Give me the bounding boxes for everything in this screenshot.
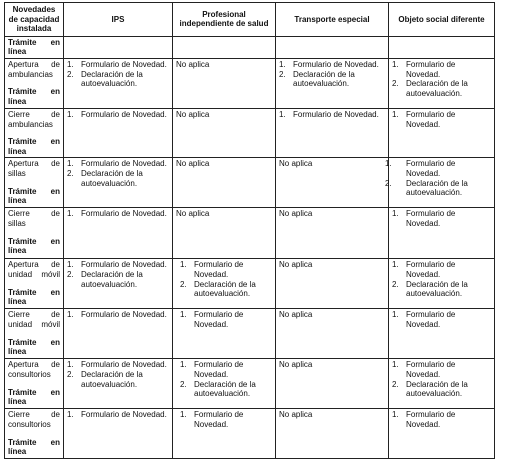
profesional-cell (173, 158, 276, 208)
requirement-item (67, 310, 169, 320)
table-row (5, 259, 495, 309)
item-text: Declaración de la autoevaluación. (81, 69, 143, 89)
item-number: 1. (392, 109, 399, 119)
row-label-cell (5, 309, 64, 359)
novedad-label: Apertura de unidad móvil (8, 260, 60, 279)
novedad-label: Apertura de consultorios (8, 360, 60, 379)
table-row (5, 108, 495, 157)
requirement-item (67, 209, 169, 219)
no-aplica-text: No aplica (279, 310, 313, 320)
no-aplica-text: No aplica (279, 410, 313, 420)
header-ips: IPS (64, 3, 173, 37)
item-number: 2. (180, 279, 187, 289)
profesional-cell (173, 259, 276, 309)
item-number: 1. (67, 209, 74, 219)
tramite-label: Trámite en línea (8, 337, 60, 357)
no-aplica-text: No aplica (279, 159, 313, 169)
requirement-item (67, 410, 169, 420)
profesional-cell (173, 208, 276, 259)
header-row (5, 3, 495, 37)
requirement-item (279, 60, 385, 70)
requirement-item (67, 260, 169, 270)
requirement-item (279, 70, 385, 89)
table-row (5, 208, 495, 259)
requirement-item (180, 410, 272, 429)
novedad-label: Apertura de sillas (8, 159, 60, 178)
row-label-cell (5, 259, 64, 309)
requirement-item (392, 79, 491, 98)
requirement-item (67, 110, 169, 120)
requirement-item (385, 159, 491, 178)
requirement-item (180, 360, 272, 379)
profesional-cell (173, 409, 276, 458)
requirement-item (392, 360, 491, 379)
requirement-item (67, 70, 169, 89)
item-number: 2. (279, 69, 286, 79)
item-text: Formulario de Novedad. (81, 410, 167, 420)
item-text: Formulario de Novedad. (293, 109, 379, 119)
requirement-item (392, 410, 491, 429)
no-aplica-text: No aplica (176, 209, 210, 219)
header-objeto-social: Objeto social diferente (389, 3, 495, 37)
novedad-label: Cierre de consultorios (8, 410, 60, 429)
item-text: Declaración de la autoevaluación. (194, 279, 256, 299)
header-profesional: Profesional independiente de salud (173, 3, 276, 37)
requirement-item (392, 380, 491, 399)
item-number: 1. (180, 260, 187, 270)
item-text: Formulario de Novedad. (194, 310, 244, 329)
item-number: 1. (67, 109, 74, 119)
transporte-cell (276, 158, 389, 208)
objeto-social-cell (389, 208, 495, 259)
novedad-label: Cierre de ambulancias (8, 109, 60, 129)
requirement-item (279, 110, 385, 120)
row-label-cell (5, 409, 64, 458)
requirement-item (180, 310, 272, 329)
item-number: 2. (67, 369, 74, 379)
table-row (5, 409, 495, 458)
item-number: 1. (67, 410, 74, 420)
tramite-label: Trámite en línea (8, 37, 60, 57)
tramite-label: Trámite en línea (8, 137, 60, 156)
transporte-cell (276, 58, 389, 108)
tramite-label: Trámite en línea (8, 186, 60, 206)
requirement-item (392, 110, 491, 129)
novedad-label: Cierre de unidad móvil (8, 310, 60, 329)
transporte-cell (276, 259, 389, 309)
item-number: 1. (392, 260, 399, 270)
requirement-item (392, 209, 491, 228)
item-number: 2. (392, 379, 399, 389)
row-label-cell (5, 208, 64, 259)
requirement-item (180, 260, 272, 279)
no-aplica-text: No aplica (176, 59, 210, 69)
objeto-social-cell (389, 108, 495, 157)
item-number: 1. (279, 109, 286, 119)
tramite-label: Trámite en línea (8, 87, 60, 106)
item-text: Declaración de la autoevaluación. (81, 168, 143, 188)
header-novedades: Novedades de capacidad instalada (5, 3, 64, 37)
requirement-item (385, 179, 491, 198)
objeto-social-cell (389, 309, 495, 359)
tramite-label: Trámite en línea (8, 387, 60, 407)
row-label-cell (5, 158, 64, 208)
requirement-item (392, 280, 491, 299)
requirement-item (67, 159, 169, 169)
item-number: 2. (67, 69, 74, 79)
profesional-cell (173, 58, 276, 108)
ips-cell (64, 158, 173, 208)
item-text: Declaración de la autoevaluación. (81, 269, 143, 289)
capacity-novelties-table (4, 2, 495, 459)
table-row (5, 58, 495, 108)
table-row (5, 36, 495, 58)
item-number: 1. (180, 410, 187, 420)
item-text: Declaración de la autoevaluación. (406, 279, 468, 299)
requirement-item (67, 270, 169, 289)
item-text: Formulario de Novedad. (194, 360, 244, 379)
item-text: Declaración de la autoevaluación. (406, 178, 468, 198)
objeto-social-cell (389, 259, 495, 309)
item-number: 2. (67, 269, 74, 279)
table-row (5, 309, 495, 359)
item-number: 2. (180, 379, 187, 389)
ips-cell (64, 208, 173, 259)
item-text: Formulario de Novedad. (406, 109, 456, 129)
item-number: 2. (392, 79, 399, 89)
requirement-item (392, 260, 491, 279)
item-text: Declaración de la autoevaluación. (293, 69, 355, 89)
table-row (5, 359, 495, 409)
item-text: Declaración de la autoevaluación. (194, 379, 256, 399)
table-row (5, 158, 495, 208)
ips-cell (64, 259, 173, 309)
ips-cell (64, 409, 173, 458)
item-number: 1. (392, 310, 399, 320)
item-number: 1. (180, 310, 187, 320)
row-label-cell (5, 58, 64, 108)
ips-cell (64, 58, 173, 108)
requirement-item (67, 370, 169, 389)
requirement-item (67, 169, 169, 188)
item-text: Formulario de Novedad. (406, 209, 456, 228)
profesional-cell (173, 108, 276, 157)
item-text: Formulario de Novedad. (194, 260, 244, 279)
item-text: Formulario de Novedad. (406, 260, 456, 279)
requirement-item (180, 280, 272, 299)
item-number: 2. (385, 178, 392, 188)
transporte-cell (276, 309, 389, 359)
requirement-item (392, 60, 491, 79)
item-number: 1. (385, 159, 392, 169)
objeto-social-cell (385, 158, 495, 208)
item-number: 1. (67, 360, 74, 370)
profesional-cell (173, 309, 276, 359)
tramite-label: Trámite en línea (8, 236, 60, 256)
transporte-cell (276, 108, 389, 157)
item-number: 1. (392, 410, 399, 420)
requirement-item (392, 310, 491, 329)
profesional-cell (173, 359, 276, 409)
item-text: Formulario de Novedad. (81, 159, 167, 169)
transporte-cell (276, 208, 389, 259)
tramite-label: Trámite en línea (8, 437, 60, 457)
ips-cell (64, 359, 173, 409)
no-aplica-text: No aplica (279, 209, 313, 219)
row-label-cell (5, 359, 64, 409)
item-text: Formulario de Novedad. (81, 109, 167, 119)
item-number: 2. (67, 168, 74, 178)
item-number: 1. (67, 310, 74, 320)
ips-cell (64, 108, 173, 157)
no-aplica-text: No aplica (279, 360, 313, 370)
item-number: 1. (67, 159, 74, 169)
item-text: Formulario de Novedad. (81, 209, 167, 219)
item-number: 2. (392, 279, 399, 289)
no-aplica-text: No aplica (176, 109, 210, 119)
item-text: Formulario de Novedad. (406, 59, 456, 79)
requirement-item (67, 60, 169, 70)
novedad-label: Cierre de sillas (8, 209, 60, 228)
item-text: Formulario de Novedad. (81, 59, 167, 69)
item-number: 1. (279, 59, 286, 69)
item-text: Formulario de Novedad. (293, 59, 379, 69)
ips-cell (64, 309, 173, 359)
objeto-social-cell (389, 58, 495, 108)
requirement-item (180, 380, 272, 399)
item-number: 1. (392, 360, 399, 370)
item-text: Declaración de la autoevaluación. (406, 379, 468, 399)
item-number: 1. (67, 260, 74, 270)
header-transporte: Transporte especial (276, 3, 389, 37)
item-number: 1. (392, 59, 399, 69)
row-label-cell (5, 108, 64, 157)
objeto-social-cell (389, 409, 495, 458)
item-text: Declaración de la autoevaluación. (406, 79, 468, 98)
item-text: Formulario de Novedad. (406, 159, 456, 178)
item-text: Formulario de Novedad. (194, 410, 244, 429)
item-number: 1. (392, 209, 399, 219)
no-aplica-text: No aplica (176, 159, 210, 169)
item-number: 1. (67, 59, 74, 69)
item-text: Formulario de Novedad. (81, 310, 167, 320)
item-text: Formulario de Novedad. (406, 360, 456, 379)
objeto-social-cell (389, 359, 495, 409)
transporte-cell (276, 409, 389, 458)
item-text: Declaración de la autoevaluación. (81, 369, 143, 389)
requirement-item (67, 360, 169, 370)
novedad-label: Apertura de ambulancias (8, 59, 60, 79)
item-text: Formulario de Novedad. (406, 410, 456, 429)
item-text: Formulario de Novedad. (81, 360, 167, 370)
no-aplica-text: No aplica (279, 260, 313, 270)
item-text: Formulario de Novedad. (81, 260, 167, 270)
item-text: Formulario de Novedad. (406, 310, 456, 329)
transporte-cell (276, 359, 389, 409)
tramite-label: Trámite en línea (8, 287, 60, 307)
item-number: 1. (180, 360, 187, 370)
